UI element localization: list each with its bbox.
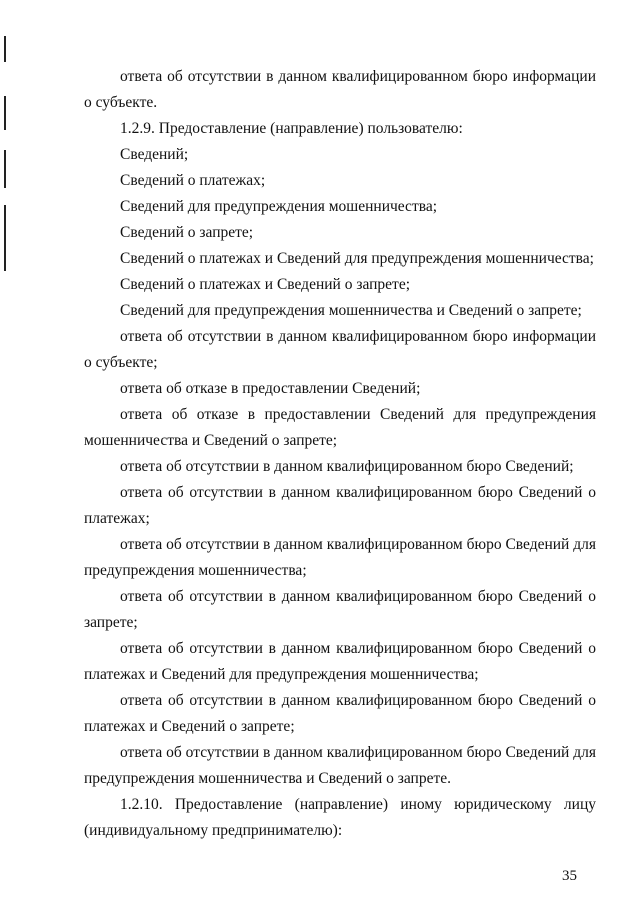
paragraph: ответа об отсутствии в данном квалифицированном бюро Сведений о платежах и Сведений для предупреждения мошенничества; [84, 640, 596, 683]
paragraph: 1.2.9. Предоставление (направление) пользователю: [120, 120, 463, 137]
page-number: 35 [562, 868, 577, 884]
paragraph: Сведений для предупреждения мошенничества; [120, 198, 438, 215]
paragraph: Сведений о запрете; [120, 224, 254, 241]
paragraph: Сведений о платежах и Сведений для предупреждения мошенничества; [120, 250, 594, 267]
paragraph: ответа об отсутствии в данном квалифицированном бюро информации о субъекте; [84, 328, 596, 371]
paragraph: Сведений о платежах; [120, 172, 266, 189]
body-text [84, 64, 596, 844]
scan-margin-mark [4, 205, 6, 271]
paragraph: 1.2.10. Предоставление (направление) иному юридическому лицу (индивидуальному предпринимателю): [84, 796, 596, 839]
scan-margin-mark [4, 36, 6, 62]
paragraph: ответа об отсутствии в данном квалифицированном бюро Сведений о платежах и Сведений о запрете; [84, 692, 596, 735]
paragraph: ответа об отсутствии в данном квалифицированном бюро Сведений; [120, 458, 574, 475]
paragraph: ответа об отказе в предоставлении Сведений; [120, 380, 421, 397]
paragraph: ответа об отсутствии в данном квалифицированном бюро Сведений для предупреждения мошенничества и Сведений о запрете. [84, 744, 596, 787]
scan-margin-mark [4, 96, 6, 130]
paragraph: ответа об отсутствии в данном квалифицированном бюро Сведений для предупреждения мошенничества; [84, 536, 596, 579]
paragraph: ответа об отсутствии в данном квалифицированном бюро Сведений о платежах; [84, 484, 596, 527]
paragraph: ответа об отсутствии в данном квалифицированном бюро информации о субъекте. [84, 68, 596, 111]
paragraph: Сведений о платежах и Сведений о запрете; [120, 276, 411, 293]
paragraph: Сведений; [120, 146, 189, 163]
paragraph: ответа об отказе в предоставлении Сведений для предупреждения мошенничества и Сведений о запрете; [84, 406, 596, 449]
paragraph: Сведений для предупреждения мошенничества и Сведений о запрете; [120, 302, 582, 319]
scan-margin-mark [4, 150, 6, 188]
paragraph: ответа об отсутствии в данном квалифицированном бюро Сведений о запрете; [84, 588, 596, 631]
